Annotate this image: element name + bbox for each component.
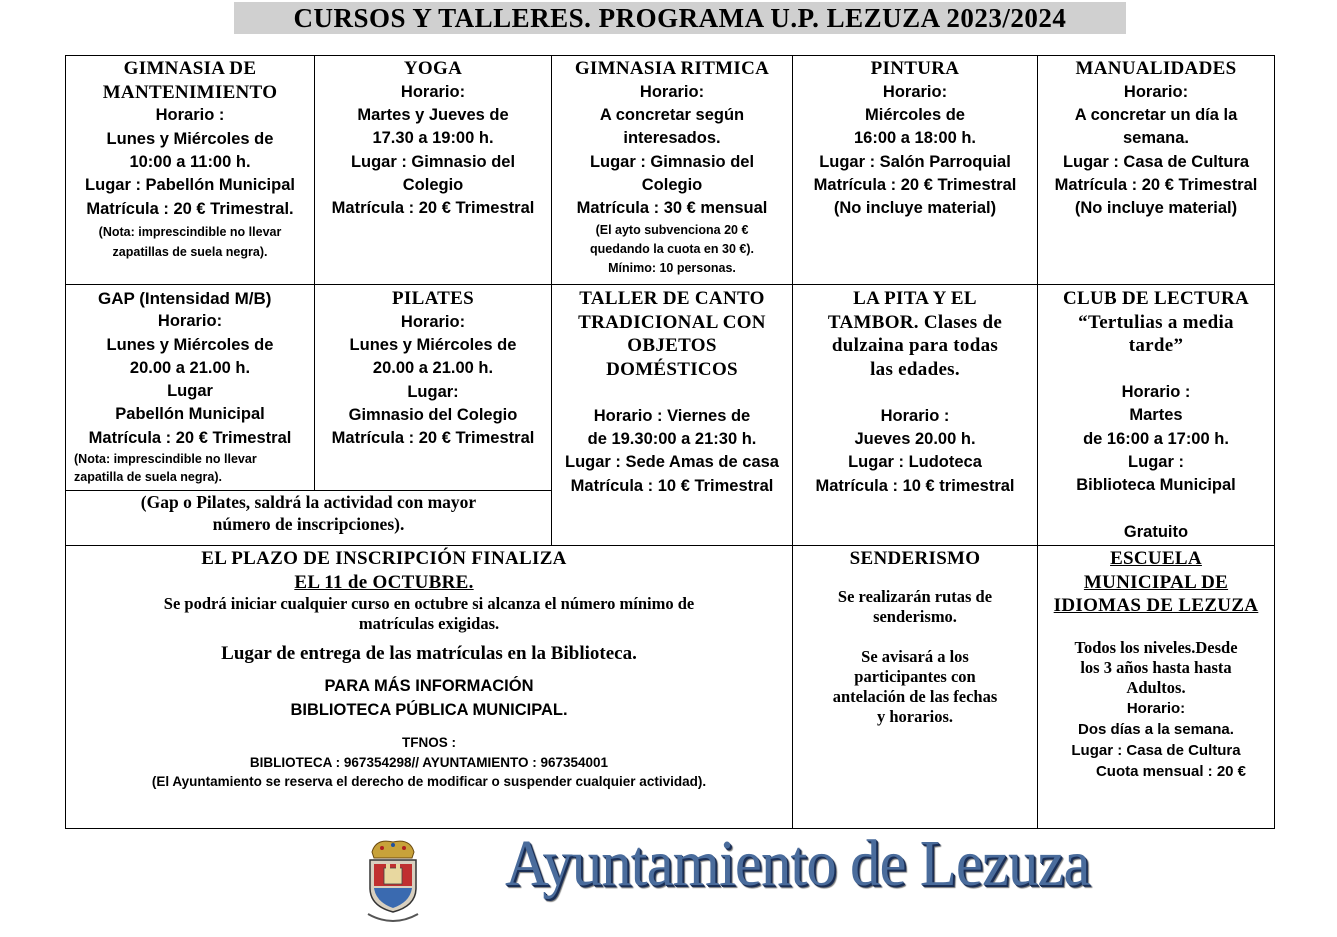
inscription-info (66, 547, 792, 791)
inscription-text: matrículas exigidas. (358, 614, 500, 634)
course-heading: GAP (Intensidad M/B) (98, 289, 272, 308)
course-detail: Jueves 20.00 h. (854, 430, 976, 449)
course-taller-canto (552, 287, 792, 498)
course-detail: Gimnasio del Colegio (348, 405, 518, 424)
course-detail: Lugar: (407, 382, 459, 401)
course-detail: de 19.30:00 a 21:30 h. (587, 430, 757, 449)
note-line: (Gap o Pilates, saldrá la actividad con mayor (140, 492, 477, 512)
course-gimnasia-ritmica (552, 57, 792, 278)
course-detail: Lugar : Pabellón Municipal (85, 176, 295, 195)
course-detail: Horario: (639, 82, 705, 101)
course-note: (Nota: imprescindible no llevar (74, 452, 257, 467)
course-detail: Lugar : Salón Parroquial (819, 152, 1011, 171)
course-detail: Matrícula : 20 € Trimestral (1054, 175, 1258, 194)
deadline-text: EL 11 de OCTUBRE. (294, 571, 474, 593)
course-note: (Nota: imprescindible no llevar (98, 224, 282, 239)
phones-text: BIBLIOTECA : 967354298// AYUNTAMIENTO : 967354001 (249, 755, 609, 770)
course-detail: Matrícula : 20 € Trimestral (813, 175, 1017, 194)
course-detail: Matrícula : 20 € Trimestral (331, 199, 535, 218)
course-detail: participantes con (854, 666, 976, 686)
course-heading: MANUALIDADES (1075, 58, 1237, 79)
course-note: Mínimo: 10 personas. (608, 261, 736, 276)
course-heading: DOMÉSTICOS (606, 359, 738, 381)
table-border-row1 (65, 284, 1275, 285)
inscription-text: Se podrá iniciar cualquier curso en octubre si alcanza el número mínimo de (163, 594, 695, 614)
course-detail: Martes (1129, 406, 1183, 425)
course-heading: IDIOMAS DE LEZUZA (1053, 595, 1259, 617)
course-heading: las edades. (870, 359, 960, 381)
course-gap (66, 287, 314, 486)
course-detail: Matrícula : 20 € Trimestral (88, 428, 292, 447)
course-heading: TAMBOR. Clases de (827, 311, 1003, 333)
course-detail: Matrícula : 30 € mensual (576, 199, 768, 218)
course-detail: y horarios. (876, 706, 954, 726)
course-heading: TALLER DE CANTO (579, 288, 765, 309)
delivery-text: Lugar de entrega de las matrículas en la Biblioteca. (221, 643, 637, 665)
course-detail: Se realizarán rutas de (837, 586, 993, 606)
course-detail: Horario: (400, 82, 466, 101)
course-detail: de 16:00 a 17:00 h. (1083, 429, 1229, 448)
course-detail: Adultos. (1126, 678, 1186, 698)
coat-of-arms-icon (364, 836, 422, 924)
escuela-idiomas (1038, 547, 1274, 782)
course-detail: Horario: (157, 312, 223, 331)
course-manualidades (1038, 57, 1274, 220)
course-heading: MUNICIPAL DE (1083, 571, 1229, 593)
course-heading: ESCUELA (1110, 548, 1202, 569)
course-heading: dulzaina para todas (831, 335, 999, 357)
phones-label: TFNOS : (402, 735, 456, 750)
course-detail: Horario: (400, 312, 466, 331)
course-detail: Horario : (880, 406, 950, 425)
course-detail: Horario: (1123, 82, 1189, 101)
disclaimer-text: (El Ayuntamiento se reserva el derecho de modificar o suspender cualquier actividad). (151, 774, 707, 789)
course-detail: Lugar : (1128, 453, 1184, 471)
course-detail: Colegio (402, 175, 464, 194)
course-senderismo (793, 547, 1037, 727)
course-heading: tarde” (1128, 335, 1184, 357)
course-detail: A concretar según (599, 106, 745, 124)
course-detail: Horario: (1126, 700, 1186, 718)
info-text: BIBLIOTECA PÚBLICA MUNICIPAL. (290, 700, 568, 719)
course-price: Gratuito (1123, 522, 1189, 541)
inscription-heading: EL PLAZO DE INSCRIPCIÓN FINALIZA (201, 548, 567, 569)
course-detail: Horario : (155, 106, 225, 125)
course-detail: (No incluye material) (833, 199, 997, 218)
course-heading: YOGA (403, 58, 463, 79)
course-detail: senderismo. (873, 606, 957, 626)
course-detail: Horario : (1121, 383, 1191, 402)
note-line: número de inscripciones). (212, 514, 405, 534)
course-detail: los 3 años hasta hasta (1080, 658, 1232, 678)
table-border-right (1274, 55, 1275, 829)
course-heading: GIMNASIA RITMICA (574, 58, 770, 79)
course-detail: Dos días a la semana. (1078, 721, 1234, 739)
inscription-deadline (0, 571, 792, 595)
course-detail: Lugar : Gimnasio del (350, 152, 516, 171)
course-heading: PILATES (392, 288, 474, 309)
course-pilates (315, 287, 551, 450)
course-note: quedando la cuota en 30 €). (590, 242, 754, 257)
course-heading: LA PITA Y EL (853, 288, 977, 309)
course-detail: Miércoles de (865, 106, 965, 124)
course-heading: SENDERISMO (849, 548, 981, 569)
course-pintura (793, 57, 1037, 220)
course-heading: MANTENIMIENTO (102, 81, 278, 103)
course-detail: 10:00 a 11:00 h. (129, 153, 251, 171)
course-heading: PINTURA (870, 58, 960, 79)
course-detail: 17.30 a 19:00 h. (372, 129, 494, 148)
course-detail: Lunes y Miércoles de (349, 336, 517, 354)
gap-pilates-note (66, 491, 551, 535)
course-detail: Lugar (167, 382, 213, 401)
course-detail: Cuota mensual : 20 € (1095, 763, 1247, 781)
course-detail: interesados. (623, 129, 721, 148)
course-club-lectura (1038, 287, 1274, 544)
course-detail: Matrícula : 10 € trimestral (815, 476, 1015, 495)
course-detail: Lugar : Gimnasio del (589, 152, 755, 171)
course-detail: 20.00 a 21.00 h. (372, 359, 494, 378)
course-detail: Biblioteca Municipal (1076, 476, 1236, 495)
page-title: CURSOS Y TALLERES. PROGRAMA U.P. LEZUZA 2023/2024 (234, 2, 1126, 34)
course-detail: Lugar : Casa de Cultura (1062, 152, 1250, 171)
course-detail: Matrícula : 20 € Trimestral (331, 429, 535, 448)
course-pita-tambor (793, 287, 1037, 498)
course-detail: Lugar : Ludoteca (848, 453, 982, 472)
course-detail: antelación de las fechas (832, 686, 998, 706)
course-detail: Lugar : Sede Amas de casa (565, 453, 779, 472)
course-note: zapatillas de suela negra). (112, 244, 268, 259)
course-heading: GIMNASIA DE (123, 58, 257, 79)
table-border-row2 (65, 545, 1275, 546)
course-heading: OBJETOS (627, 335, 717, 357)
course-detail: 20.00 a 21.00 h. (129, 358, 251, 377)
info-text: PARA MÁS INFORMACIÓN (324, 677, 534, 696)
course-detail: A concretar un día la (1074, 106, 1238, 124)
course-heading: CLUB DE LECTURA (1062, 288, 1250, 309)
course-detail: Pabellón Municipal (115, 405, 265, 424)
course-detail: Todos los niveles.Desde (1074, 638, 1238, 658)
course-detail: Lugar : Casa de Cultura (1071, 742, 1241, 760)
course-heading: TRADICIONAL CON (578, 311, 766, 333)
course-detail: Se avisará a los (861, 646, 969, 666)
course-heading: “Tertulias a media (1078, 311, 1234, 333)
table-border-top (65, 55, 1275, 56)
ayuntamiento-logo-text: Ayuntamiento de Lezuza (505, 827, 1090, 900)
course-detail: Martes y Jueves de (357, 106, 509, 124)
course-detail: 16:00 a 18:00 h. (854, 129, 976, 148)
course-detail: Horario: (882, 82, 948, 101)
course-detail: (No incluye material) (1074, 199, 1238, 218)
course-note: zapatilla de suela negra). (74, 470, 222, 485)
course-detail: Horario : Viernes de (593, 406, 751, 425)
course-detail: Colegio (641, 175, 703, 194)
course-detail: Matrícula : 20 € Trimestral. (86, 199, 294, 218)
course-gimnasia-mantenimiento (66, 57, 314, 262)
course-note: (El ayto subvenciona 20 € (595, 223, 749, 238)
course-yoga (315, 57, 551, 220)
course-detail: Lunes y Miércoles de (106, 335, 274, 354)
course-detail: Lunes y Miércoles de (106, 129, 274, 148)
course-detail: semana. (1122, 129, 1190, 148)
course-detail: Matrícula : 10 € Trimestral (570, 476, 774, 495)
